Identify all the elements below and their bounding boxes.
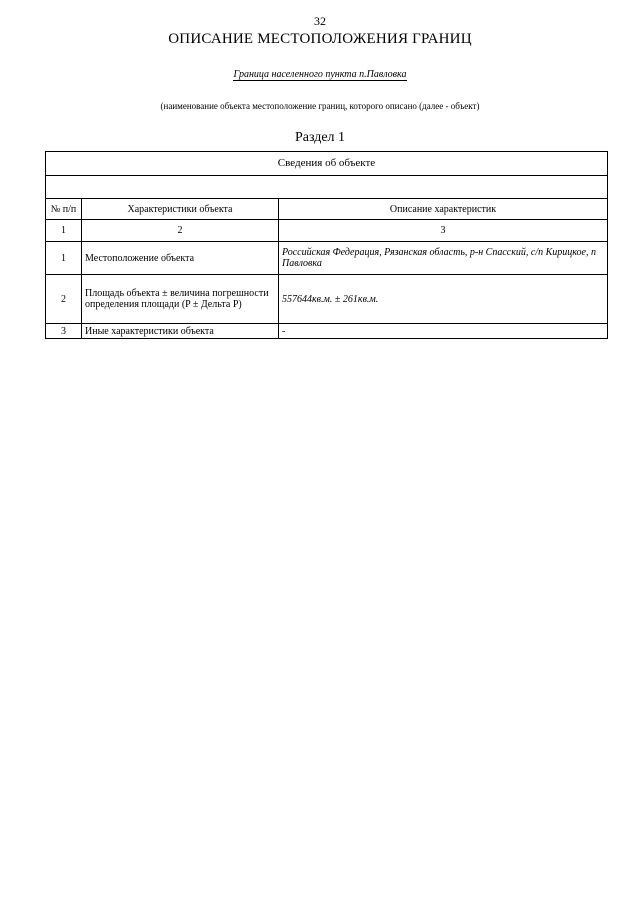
column-header-characteristic: Характеристики объекта	[82, 199, 279, 220]
column-number: 3	[279, 220, 608, 242]
row-characteristic: Площадь объекта ± величина погрешности определения площади (P ± Дельта P)	[82, 275, 279, 324]
blank-cell	[46, 176, 608, 199]
row-characteristic: Местоположение объекта	[82, 242, 279, 275]
section-title: Раздел 1	[294, 130, 346, 145]
table-row	[46, 324, 608, 339]
row-characteristic: Иные характеристики объекта	[82, 324, 279, 339]
table-row	[46, 275, 608, 324]
column-header-number: № п/п	[46, 199, 82, 220]
row-number: 3	[46, 324, 82, 339]
row-number: 2	[46, 275, 82, 324]
table-header-row	[46, 152, 608, 176]
table-row	[46, 242, 608, 275]
row-description: 557644кв.м. ± 261кв.м.	[279, 275, 608, 324]
row-description: -	[279, 324, 608, 339]
column-headers-row	[46, 199, 608, 220]
column-number: 1	[46, 220, 82, 242]
object-info-table	[45, 151, 608, 339]
page-number: 32	[314, 14, 326, 28]
document-title: ОПИСАНИЕ МЕСТОПОЛОЖЕНИЯ ГРАНИЦ	[168, 31, 472, 47]
row-number: 1	[46, 242, 82, 275]
row-description: Российская Федерация, Рязанская область, р-н Спасский, с/п Кирицкое, п Павловка	[279, 242, 608, 275]
column-number: 2	[82, 220, 279, 242]
object-name: Граница населенного пункта п.Павловка	[233, 69, 407, 80]
table-header: Сведения об объекте	[46, 152, 608, 176]
column-header-description: Описание характеристик	[279, 199, 608, 220]
table-blank-row	[46, 176, 608, 199]
object-name-caption: (наименование объекта местоположение границ, которого описано (далее - объект)	[160, 101, 480, 111]
column-numbers-row	[46, 220, 608, 242]
object-name-line	[0, 69, 640, 81]
